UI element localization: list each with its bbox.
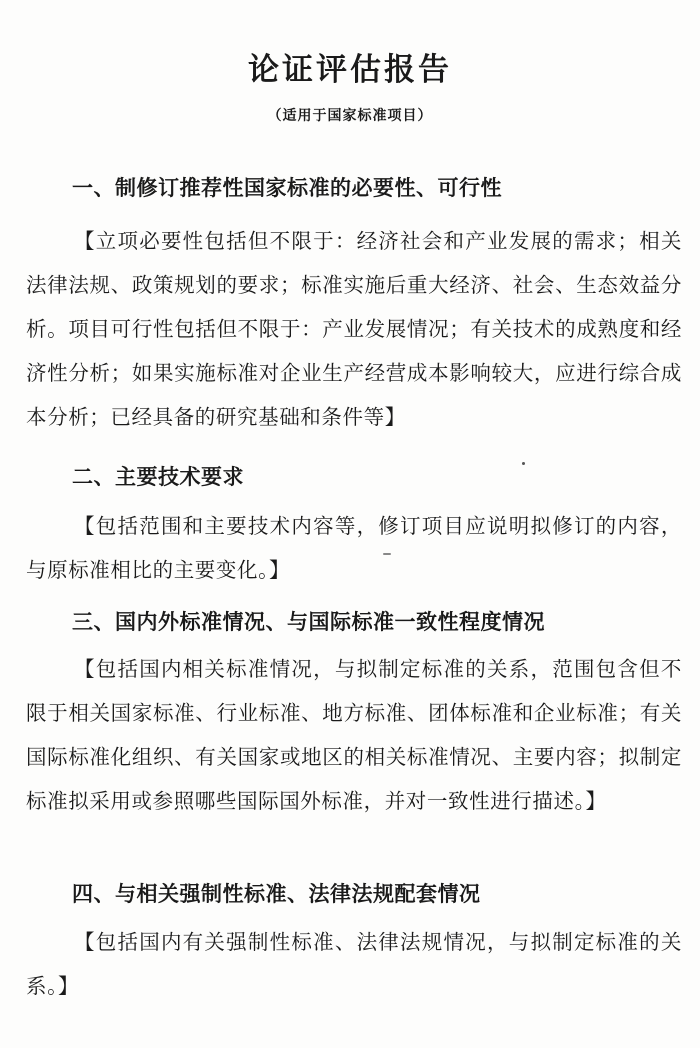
section-heading-2: 二、主要技术要求 <box>72 465 244 489</box>
section-body-4: 【包括国内有关强制性标准、法律法规情况，与拟制定标准的关系。】 <box>26 930 682 998</box>
page-subtitle: （适用于国家标准项目） <box>267 108 433 124</box>
scan-speck <box>522 462 525 465</box>
section-body-1: 【立项必要性包括但不限于：经济社会和产业发展的需求；相关法律法规、政策规划的要求；标准实施后重大经济、社会、生态效益分析。项目可行性包括但不限于：产业发展情况；有关技术的成熟度和经济性分析；如果实施标准对企业生产经营成本影响较大，应进行综合成本分析；已经具备的研究基础和条件等】 <box>26 229 682 429</box>
section-heading-3: 三、国内外标准情况、与国际标准一致性程度情况 <box>72 610 545 634</box>
section-heading-4: 四、与相关强制性标准、法律法规配套情况 <box>72 882 481 906</box>
section-body-2: 【包括范围和主要技术内容等，修订项目应说明拟修订的内容，与原标准相比的主要变化。】 <box>26 514 682 582</box>
page-title: 论证评估报告 <box>248 52 452 88</box>
scan-speck <box>383 553 391 555</box>
section-heading-1: 一、制修订推荐性国家标准的必要性、可行性 <box>72 176 502 200</box>
section-body-3: 【包括国内相关标准情况，与拟制定标准的关系，范围包含但不限于相关国家标准、行业标准、地方标准、团体标准和企业标准；有关国际标准化组织、有关国家或地区的相关标准情况、主要内容；拟制定标准拟采用或参照哪些国际国外标准，并对一致性进行描述。】 <box>26 657 682 813</box>
